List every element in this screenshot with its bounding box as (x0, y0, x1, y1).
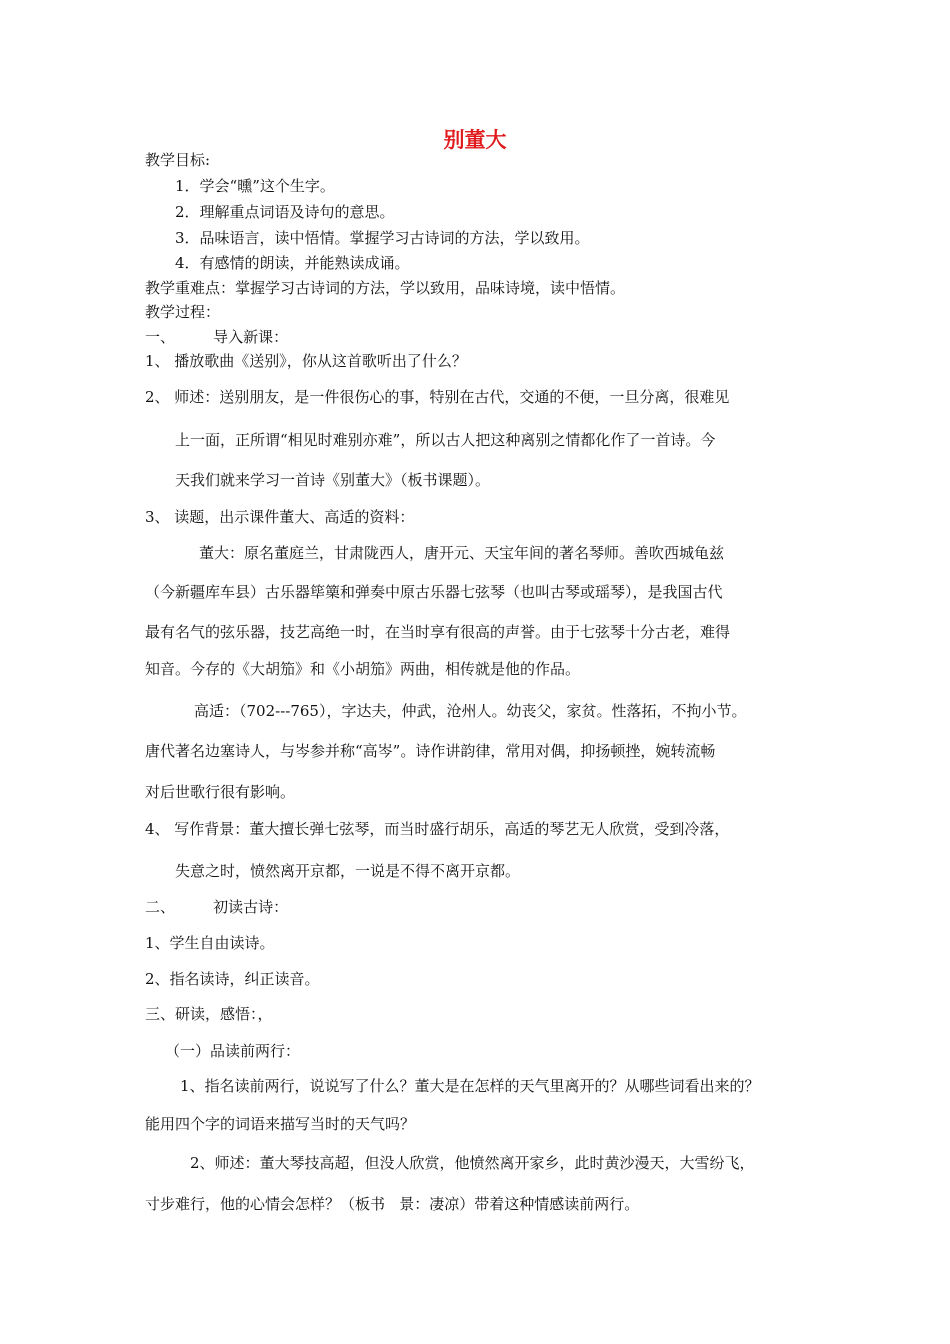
paragraph: （今新疆库车县）古乐器筚篥和弹奏中原古乐器七弦琴（也叫古琴或瑶琴），是我国古代 (145, 583, 723, 601)
section-heading: 二、 初读古诗： (145, 898, 289, 916)
paragraph: 唐代著名边塞诗人，与岑参并称“高岑”。诗作讲韵律，常用对偶，抑扬顿挫，婉转流畅 (145, 742, 716, 760)
objective-item: 1．学会“曛”这个生字。 (175, 177, 335, 195)
paragraph: 3、 读题，出示课件董大、高适的资料： (145, 508, 415, 526)
paragraph: 失意之时，愤然离开京都，一说是不得不离开京都。 (175, 862, 521, 880)
paragraph: 2、 师述：送别朋友，是一件很伤心的事，特别在古代，交通的不便，一旦分离，很难见 (145, 388, 730, 406)
paragraph: 4、 写作背景：董大擅长弹七弦琴，而当时盛行胡乐，高适的琴艺无人欣赏，受到冷落， (145, 820, 730, 838)
paragraph: 寸步难行，他的心情会怎样？（板书 景：凄凉）带着这种情感读前两行。 (145, 1195, 640, 1213)
paragraph: 能用四个字的词语来描写当时的天气吗？ (145, 1115, 416, 1133)
paragraph: 1、学生自由读诗。 (145, 934, 275, 952)
paragraph: 知音。今存的《大胡笳》和《小胡笳》两曲，相传就是他的作品。 (145, 660, 581, 678)
paragraph: 董大：原名董庭兰，甘肃陇西人，唐开元、天宝年间的著名琴师。善吹西城龟兹 (199, 544, 725, 562)
objective-item: 4．有感情的朗读，并能熟读成诵。 (175, 254, 410, 272)
paragraph: 1、 播放歌曲《送别》，你从这首歌听出了什么？ (145, 352, 467, 370)
paragraph: 2、师述：董大琴技高超，但没人欣赏，他愤然离开家乡，此时黄沙漫天，大雪纷飞， (190, 1154, 755, 1172)
paragraph: 1、指名读前两行，说说写了什么？董大是在怎样的天气里离开的？从哪些词看出来的？ (180, 1077, 760, 1095)
paragraph: 对后世歌行很有影响。 (145, 783, 296, 801)
document-title: 别董大 (443, 128, 507, 152)
paragraph: 高适：（702---765），字达夫，仲武，沧州人。幼丧父，家贫。性落拓，不拘小节。 (194, 702, 747, 720)
paragraph: 2、指名读诗，纠正读音。 (145, 970, 320, 988)
key-points: 教学重难点：掌握学习古诗词的方法，学以致用，品味诗境，读中悟情。 (145, 279, 626, 297)
paragraph: 上一面，正所谓“相见时难别亦难”，所以古人把这种离别之情都化作了一首诗。今 (175, 431, 716, 449)
paragraph: 最有名气的弦乐器，技艺高绝一时，在当时享有很高的声誉。由于七弦琴十分古老，难得 (145, 623, 731, 641)
subsection-heading: （一）品读前两行： (165, 1042, 301, 1060)
objectives-heading: 教学目标: (145, 151, 211, 169)
objective-item: 2．理解重点词语及诗句的意思。 (175, 203, 395, 221)
section-heading: 三、研读，感悟：， (145, 1005, 273, 1023)
objective-item: 3．品味语言，读中悟情。掌握学习古诗词的方法，学以致用。 (175, 229, 590, 247)
process-heading: 教学过程： (145, 303, 221, 321)
section-heading: 一、 导入新课： (145, 328, 289, 346)
paragraph: 天我们就来学习一首诗《别董大》（板书课题）。 (175, 471, 491, 489)
